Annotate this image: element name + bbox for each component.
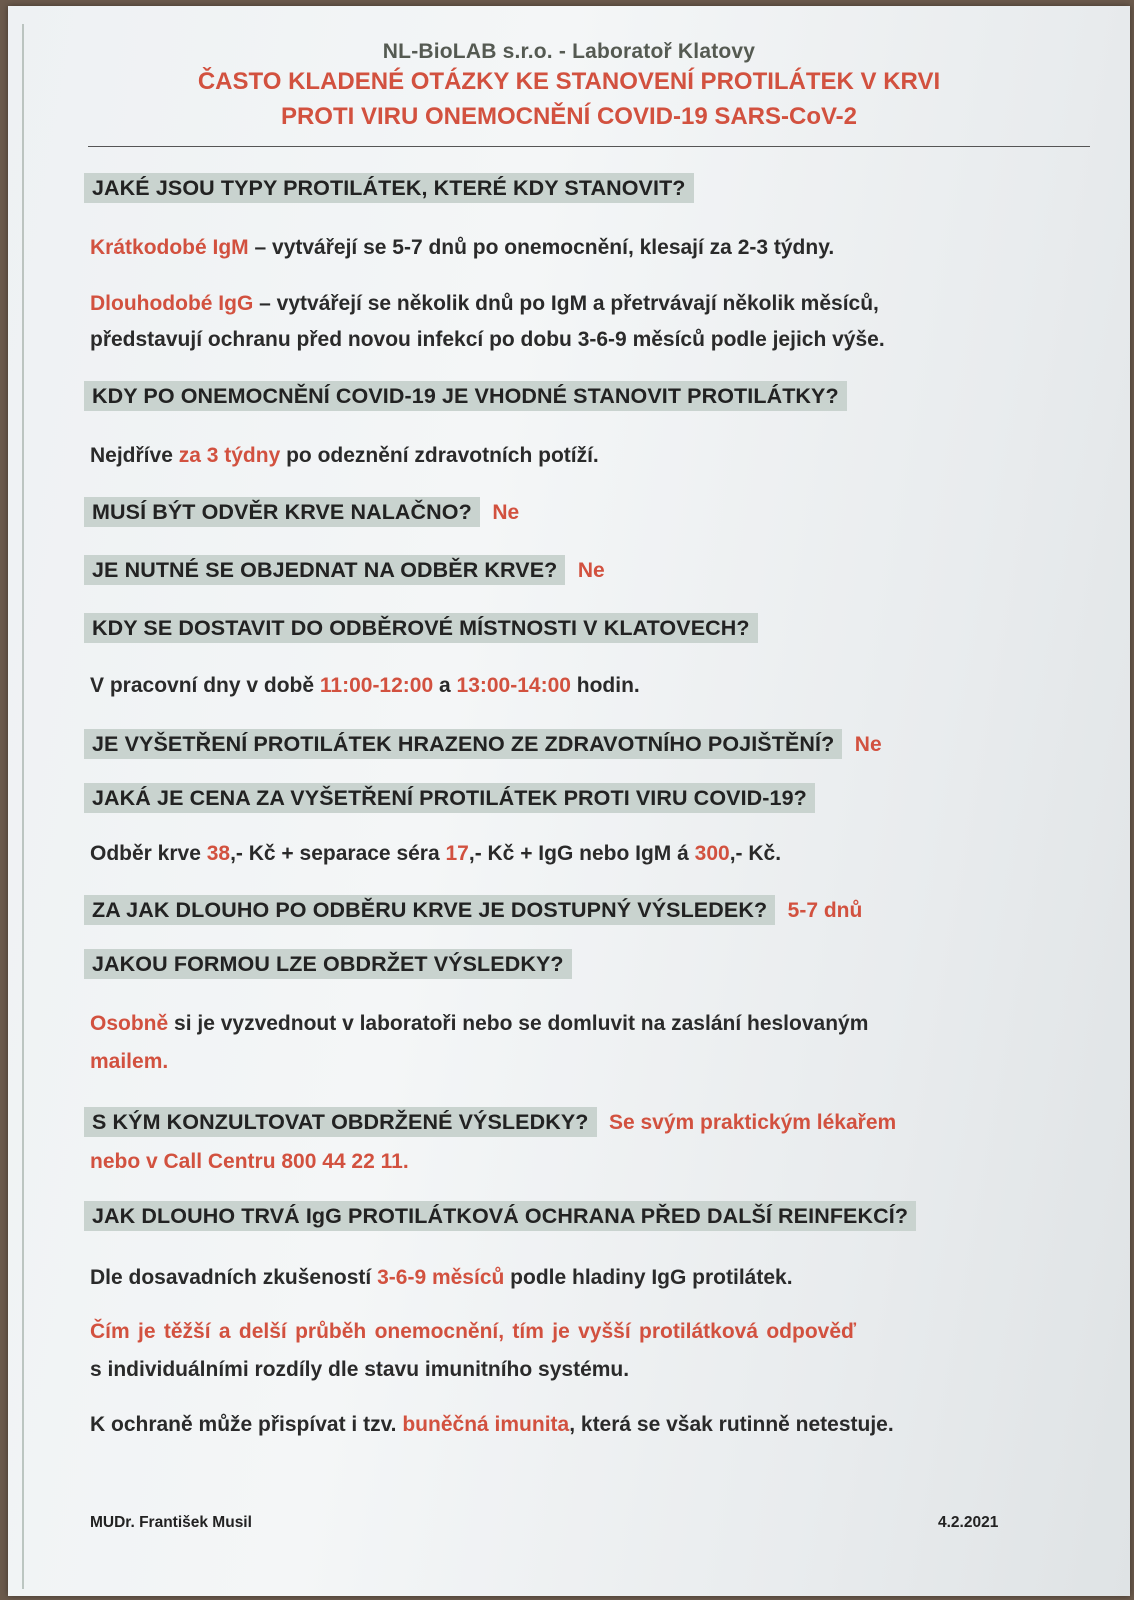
answer-9-text: si je vyzvednout v laboratoři nebo se domluvit na zaslání heslovaným xyxy=(168,1012,869,1035)
answer-12-line1: Čím je těžší a delší průběh onemocnění, tím je vyšší protilátková odpověď xyxy=(90,1320,857,1343)
answer-5-pre: V pracovní dny v době xyxy=(90,674,320,697)
question-7 xyxy=(90,786,815,811)
answer-13-highlight: buněčná imunita xyxy=(402,1413,570,1436)
answer-1b-highlight: Dlouhodobé IgG xyxy=(90,292,254,315)
answer-4: Ne xyxy=(577,559,605,582)
answer-1b-text: – vytvářejí se několik dnů po IgM a přetrvávají několik měsíců, xyxy=(253,292,879,315)
question-5 xyxy=(90,616,758,641)
answer-8: 5-7 dnů xyxy=(787,899,863,922)
answer-2-post: po odeznění zdravotních potíží. xyxy=(280,444,599,467)
question-9-text: JAKOU FORMOU LZE OBDRŽET VÝSLEDKY? xyxy=(84,949,572,979)
title-line-2: PROTI VIRU ONEMOCNĚNÍ COVID-19 SARS-CoV-2 xyxy=(280,103,858,130)
question-1-text: JAKÉ JSOU TYPY PROTILÁTEK, KTERÉ KDY STANOVIT? xyxy=(84,173,694,203)
answer-9-line2: mailem. xyxy=(90,1050,169,1073)
answer-1a-text: – vytvářejí se 5-7 dnů po onemocnění, klesají za 2-3 týdny. xyxy=(248,236,835,259)
answer-7-price-3: 300 xyxy=(694,842,730,865)
question-9 xyxy=(90,952,572,977)
question-8-text: ZA JAK DLOUHO PO ODBĚRU KRVE JE DOSTUPNÝ VÝSLEDEK? xyxy=(84,895,775,925)
question-6-text: JE VYŠETŘENÍ PROTILÁTEK HRAZENO ZE ZDRAVOTNÍHO POJIŠTĚNÍ? xyxy=(84,729,842,759)
answer-10-line1: Se svým praktickým lékařem xyxy=(608,1111,897,1134)
answer-13-pre: K ochraně může přispívat i tzv. xyxy=(90,1413,403,1436)
answer-5-post: hodin. xyxy=(570,674,640,697)
question-7-text: JAKÁ JE CENA ZA VYŠETŘENÍ PROTILÁTEK PROTI VIRU COVID-19? xyxy=(84,783,815,813)
answer-5-mid: a xyxy=(433,674,457,697)
document-sheet xyxy=(8,6,1130,1596)
answer-13-post: , která se však rutinně netestuje. xyxy=(569,1413,894,1436)
answer-9-highlight-1: Osobně xyxy=(90,1012,169,1035)
question-10-text: S KÝM KONZULTOVAT OBDRŽENÉ VÝSLEDKY? xyxy=(84,1107,597,1137)
answer-5 xyxy=(90,674,640,698)
question-11 xyxy=(90,1204,916,1229)
lab-name: NL-BioLAB s.r.o. - Laboratoř Klatovy xyxy=(382,40,756,63)
question-11-text: JAK DLOUHO TRVÁ IgG PROTILÁTKOVÁ OCHRANA PŘED DALŠÍ REINFEKCÍ? xyxy=(84,1201,916,1231)
answer-7-p4: ,- Kč. xyxy=(729,842,782,865)
question-10 xyxy=(90,1110,896,1135)
question-5-text: KDY SE DOSTAVIT DO ODBĚROVÉ MÍSTNOSTI V KLATOVECH? xyxy=(84,613,758,643)
author-signature: MUDr. František Musil xyxy=(90,1514,252,1531)
answer-1a xyxy=(90,236,834,260)
question-4-text: JE NUTNÉ SE OBJEDNAT NA ODBĚR KRVE? xyxy=(84,555,565,585)
question-2 xyxy=(90,384,847,409)
answer-5-time-2: 13:00-14:00 xyxy=(456,674,571,697)
question-6 xyxy=(90,732,882,757)
answer-13 xyxy=(90,1406,1082,1443)
answer-12-line2: s individuálními rozdíly dle stavu imunitního systému. xyxy=(90,1358,630,1381)
question-8 xyxy=(90,898,862,923)
document-header xyxy=(8,40,1130,134)
answer-2 xyxy=(90,444,599,468)
answer-1b xyxy=(90,292,879,316)
answer-11-pre: Dle dosavadních zkušeností xyxy=(90,1266,378,1289)
question-3 xyxy=(90,500,519,525)
answer-3: Ne xyxy=(492,501,520,524)
answer-11-post: podle hladiny IgG protilátek. xyxy=(504,1266,793,1289)
question-1 xyxy=(90,176,694,201)
title-line-1: ČASTO KLADENÉ OTÁZKY KE STANOVENÍ PROTILÁTEK V KRVI xyxy=(197,68,941,95)
answer-7 xyxy=(90,842,781,866)
header-divider xyxy=(88,146,1090,147)
answer-5-time-1: 11:00-12:00 xyxy=(319,674,434,697)
question-3-text: MUSÍ BÝT ODVĚR KRVE NALAČNO? xyxy=(84,497,480,527)
answer-7-p3: ,- Kč + IgG nebo IgM á xyxy=(468,842,695,865)
answer-7-price-2: 17 xyxy=(445,842,469,865)
answer-11-highlight: 3-6-9 měsíců xyxy=(377,1266,505,1289)
answer-7-price-1: 38 xyxy=(206,842,231,865)
answer-11 xyxy=(90,1266,793,1290)
answer-6: Ne xyxy=(854,733,882,756)
answer-2-highlight: za 3 týdny xyxy=(178,444,281,467)
answer-9 xyxy=(90,1012,868,1036)
answer-2-pre: Nejdříve xyxy=(90,444,179,467)
margin-line xyxy=(22,24,24,1589)
answer-7-p1: Odběr krve xyxy=(90,842,207,865)
answer-1b-line2: představují ochranu před novou infekcí po dobu 3-6-9 měsíců podle jejich výše. xyxy=(90,328,885,351)
question-2-text: KDY PO ONEMOCNĚNÍ COVID-19 JE VHODNÉ STANOVIT PROTILÁTKY? xyxy=(84,381,847,411)
answer-10-line2: nebo v Call Centru 800 44 22 11. xyxy=(90,1150,409,1173)
answer-7-p2: ,- Kč + separace séra xyxy=(230,842,446,865)
question-4 xyxy=(90,558,605,583)
document-date: 4.2.2021 xyxy=(938,1514,999,1531)
answer-1a-highlight: Krátkodobé IgM xyxy=(90,236,249,259)
